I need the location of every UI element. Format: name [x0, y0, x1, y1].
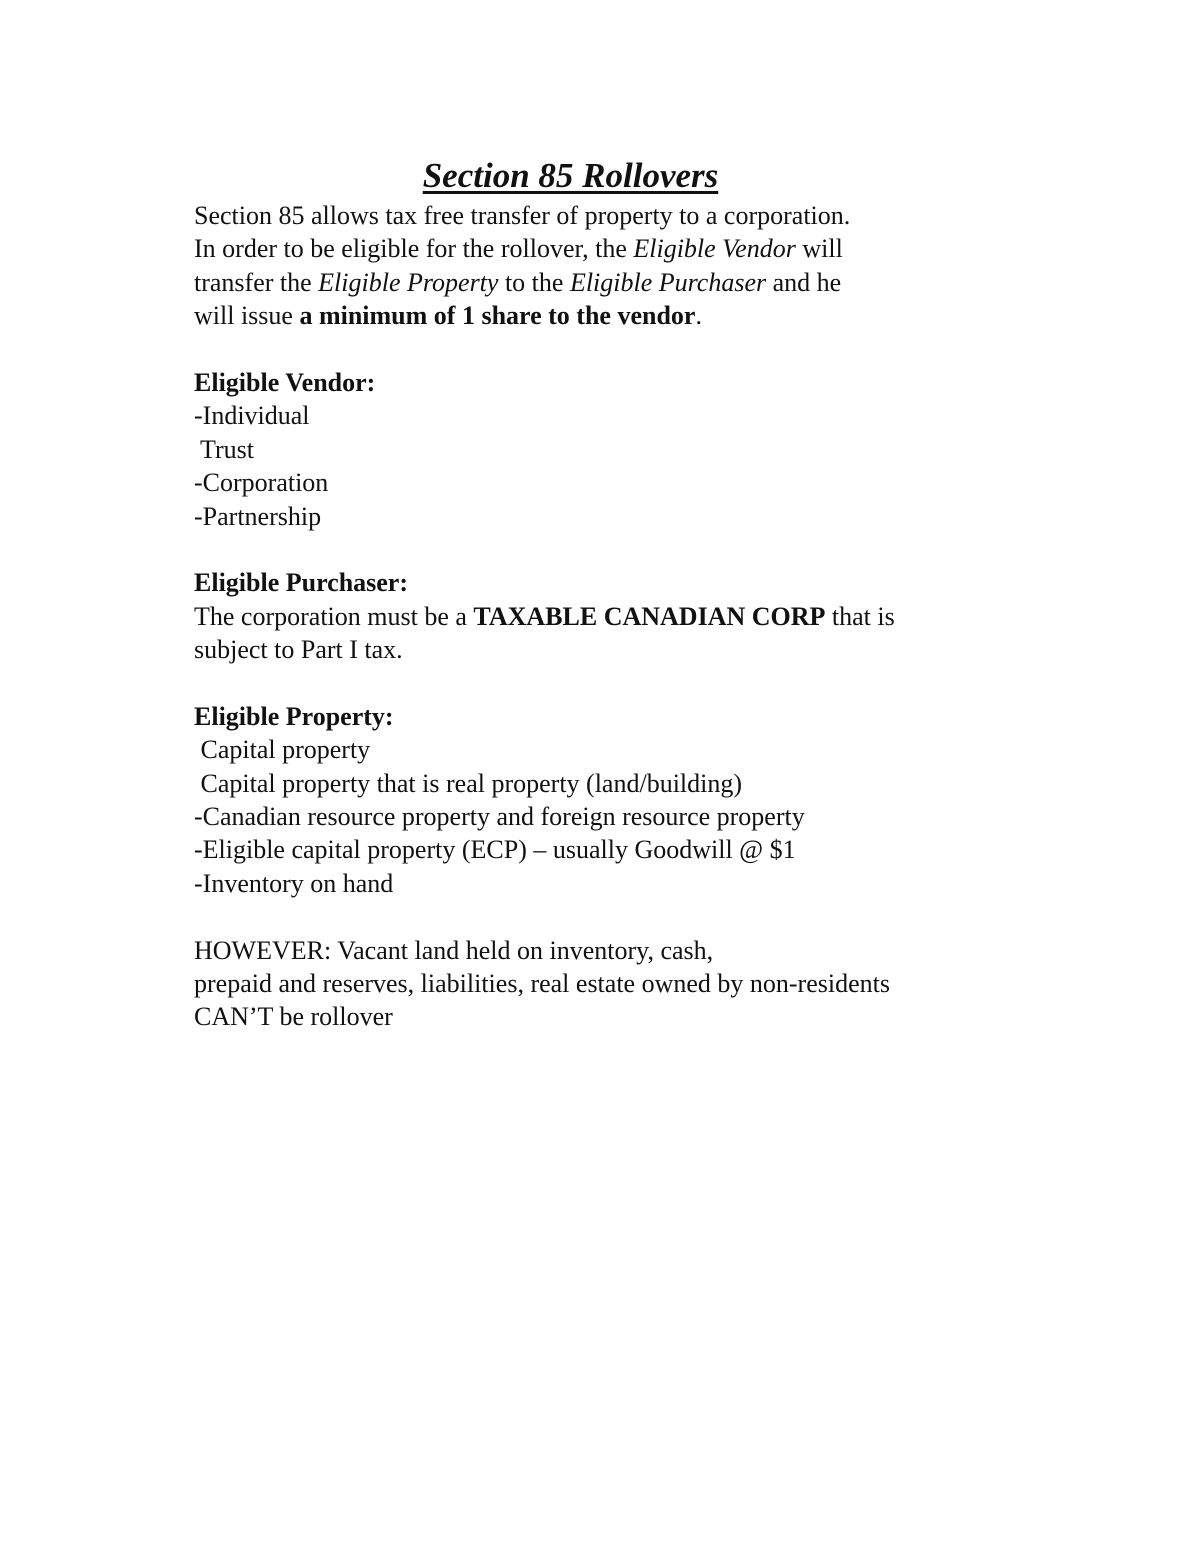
purchaser-line-1: [194, 600, 1034, 633]
intro-text: transfer the: [194, 267, 319, 297]
intro-text: In order to be eligible for the rollover, the: [194, 234, 634, 264]
purchaser-text: The corporation must be a: [194, 601, 474, 631]
spacer: [194, 666, 1034, 699]
intro-line-4: [194, 299, 1034, 332]
spacer: [194, 533, 1034, 566]
taxable-canadian-corp-emphasis: TAXABLE CANADIAN CORP: [473, 601, 826, 631]
property-item: -Canadian resource property and foreign resource property: [194, 802, 805, 832]
purchaser-heading: Eligible Purchaser:: [194, 568, 409, 598]
eligible-purchaser-term: Eligible Purchaser: [569, 267, 767, 297]
intro-text: and he: [766, 267, 842, 297]
property-item: Capital property: [194, 735, 371, 765]
spacer: [194, 900, 1034, 933]
vendor-item: Trust: [194, 434, 254, 464]
eligible-vendor-term: Eligible Vendor: [633, 234, 796, 264]
intro-text: will: [795, 234, 843, 264]
intro-text: to the: [498, 267, 570, 297]
intro-line-1: Section 85 allows tax free transfer of property to a corporation.: [194, 201, 851, 230]
eligible-property-term: Eligible Property: [318, 267, 499, 297]
page-title: Section 85 Rollovers: [422, 156, 719, 195]
property-item: -Eligible capital property (ECP) – usually Goodwill @ $1: [194, 835, 796, 865]
however-line-1: HOWEVER: Vacant land held on inventory, cash,: [194, 935, 714, 965]
purchaser-text: that is: [825, 601, 895, 631]
property-item: -Inventory on hand: [194, 868, 394, 898]
vendor-item: -Individual: [194, 401, 310, 431]
vendor-heading: Eligible Vendor:: [194, 367, 376, 397]
intro-line-3: [194, 266, 1034, 299]
document-body: [194, 199, 1034, 1034]
purchaser-line-2: subject to Part I tax.: [194, 635, 403, 665]
property-item: Capital property that is real property (land/building): [194, 768, 743, 798]
minimum-share-emphasis: a minimum of 1 share to the vendor: [299, 301, 696, 331]
intro-text: will issue: [194, 301, 300, 331]
spacer: [194, 333, 1034, 366]
intro-line-2: [194, 232, 1034, 265]
however-line-2: prepaid and reserves, liabilities, real estate owned by non-residents: [194, 968, 890, 998]
intro-text: .: [695, 301, 702, 331]
however-line-3: CAN’T be rollover: [194, 1002, 393, 1032]
vendor-item: -Corporation: [194, 468, 329, 498]
property-heading: Eligible Property:: [194, 701, 394, 731]
vendor-item: -Partnership: [194, 501, 322, 531]
